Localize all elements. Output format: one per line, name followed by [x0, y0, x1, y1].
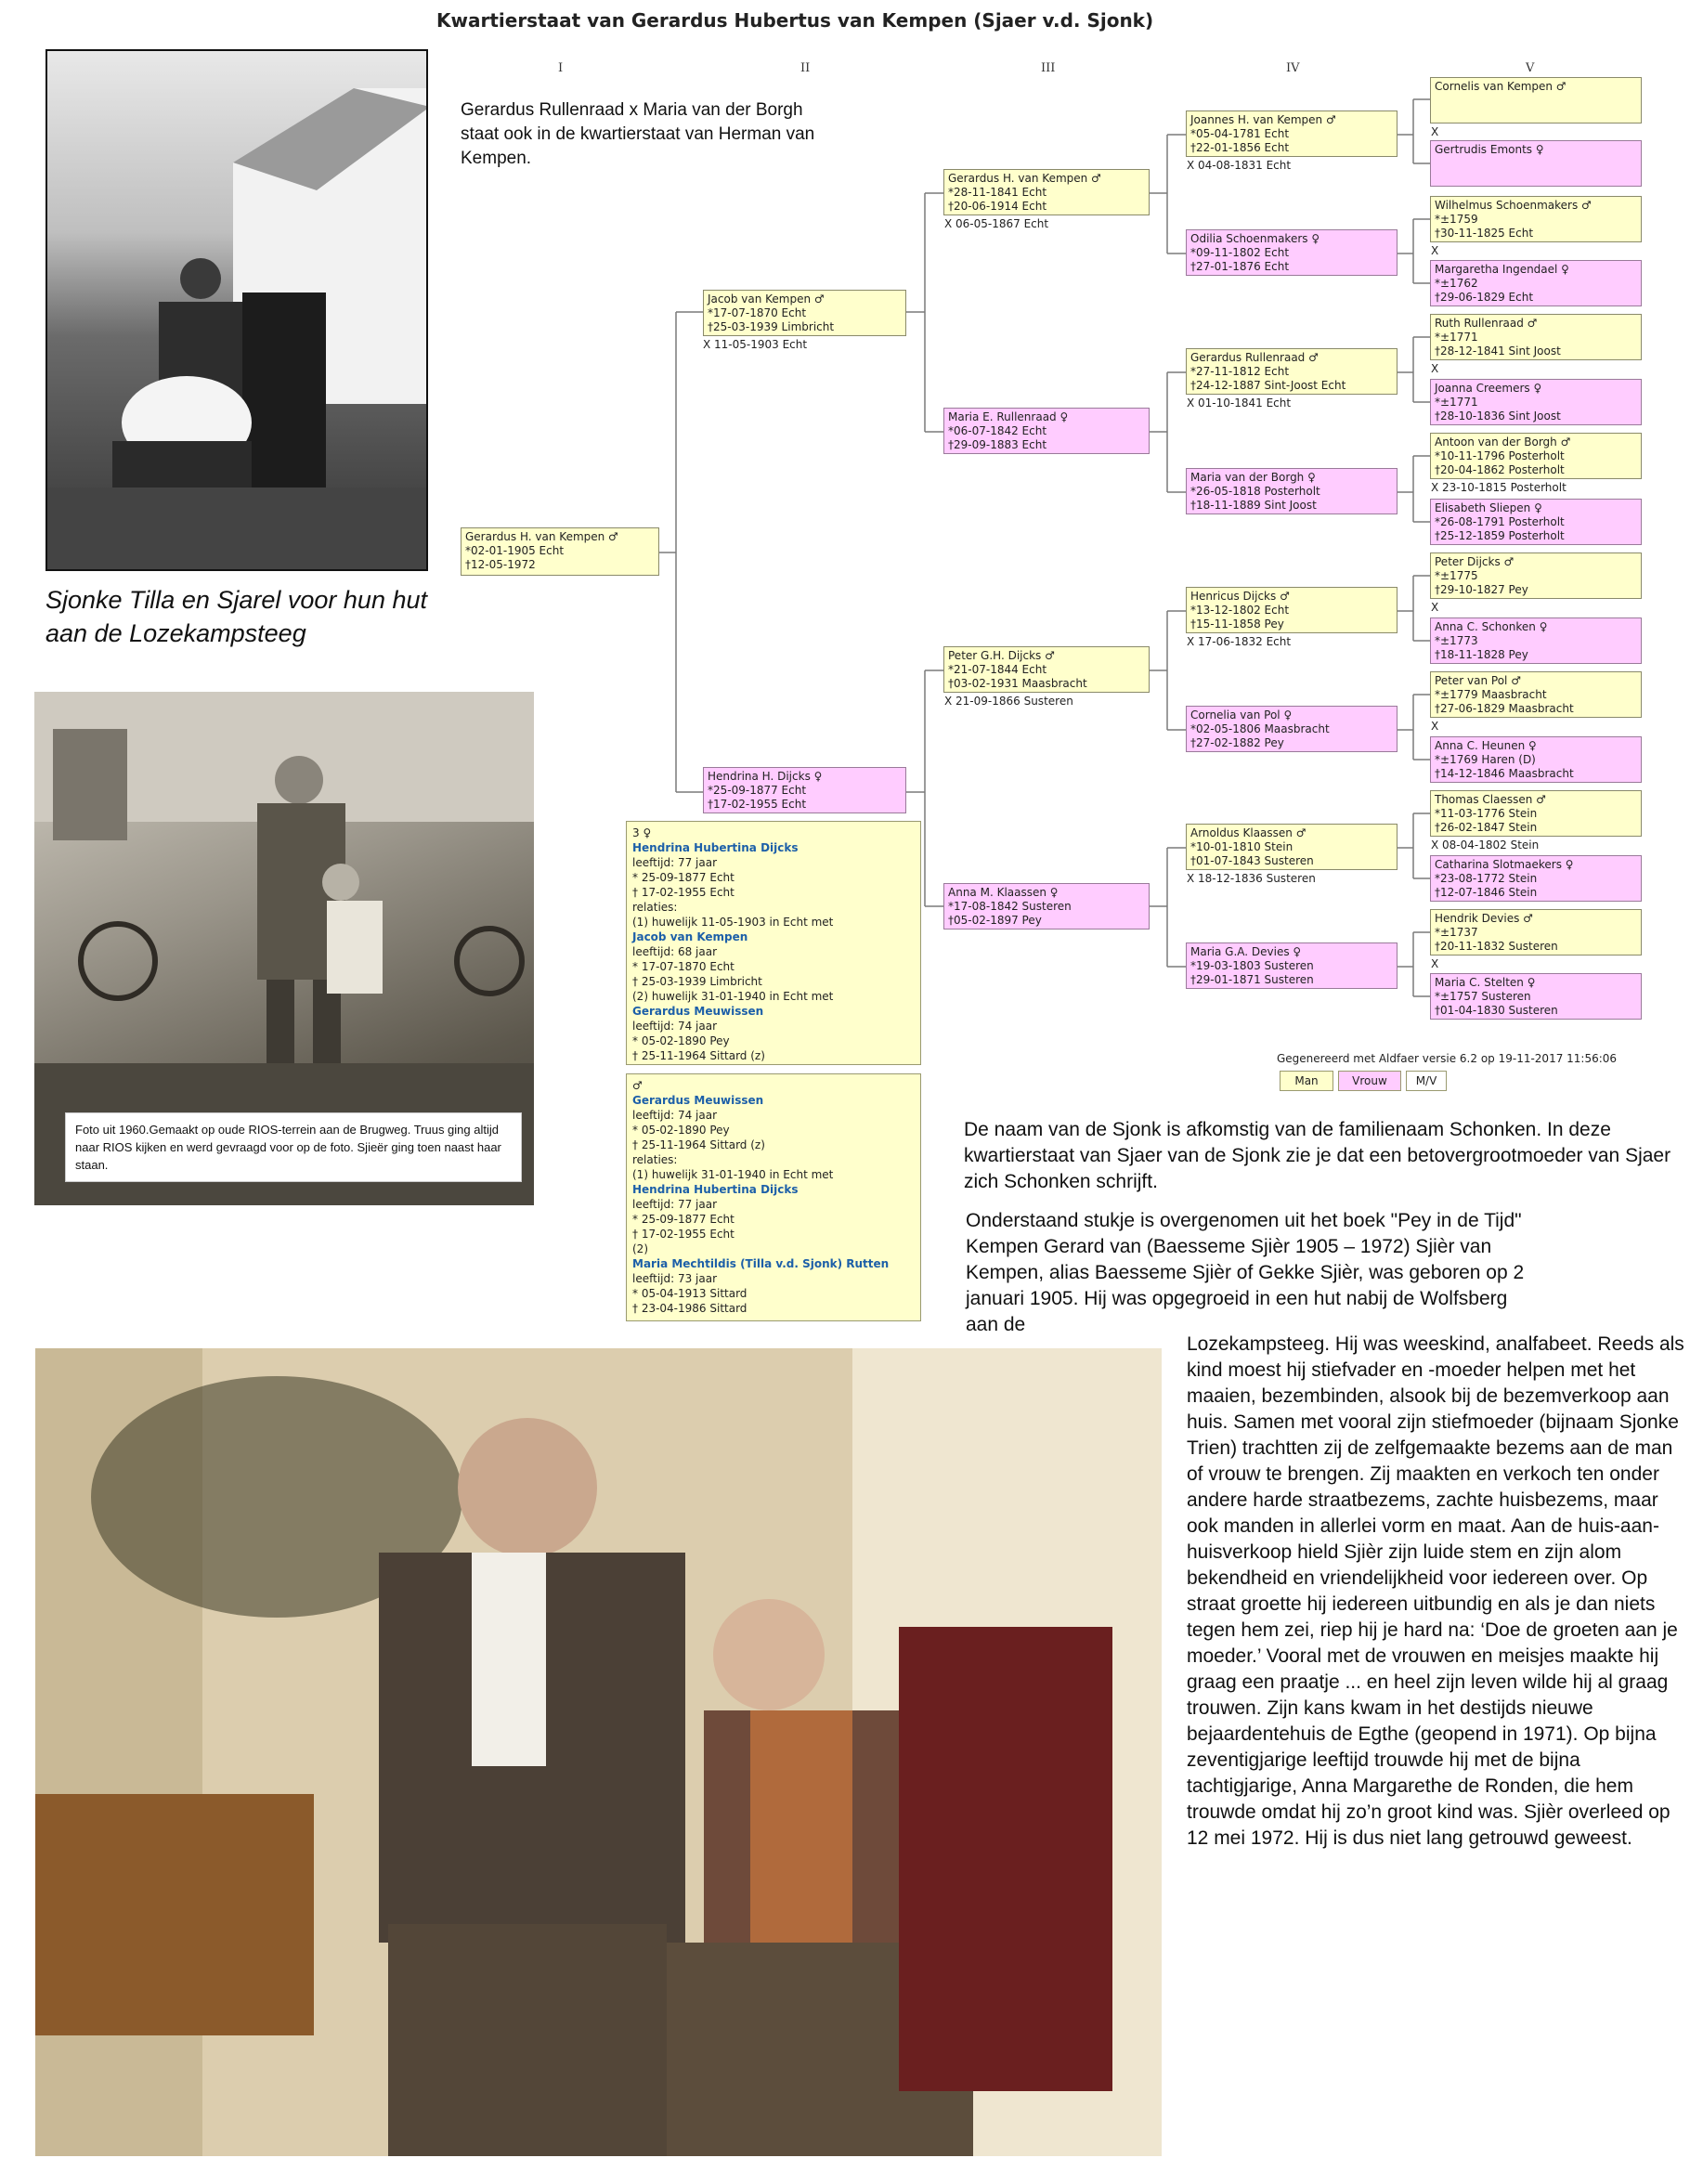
person-name: Jacob van Kempen ♂ [708, 292, 825, 306]
person-name: Thomas Claessen ♂ [1435, 793, 1546, 806]
panel-relations-label: relaties: [632, 1153, 678, 1166]
person-name: Cornelia van Pol ♀ [1190, 708, 1293, 722]
person-name: Maria van der Borgh ♀ [1190, 471, 1316, 484]
person-name: Joanna Creemers ♀ [1435, 382, 1542, 395]
person-box-g2-2[interactable] [703, 767, 906, 813]
person-name: Antoon van der Borgh ♂ [1435, 436, 1571, 448]
person-birth: *26-08-1791 Posterholt [1435, 515, 1565, 528]
panel-partner-1-name[interactable]: Jacob van Kempen [632, 930, 748, 943]
person-birth: *±1771 [1435, 331, 1478, 344]
paragraph-sjier-story: Lozekampsteeg. Hij was weeskind, analfabeet. Reeds als kind moest hij stiefvader en -moeder helpen met het maaien, bezembinden, alsook bij de bezemverkoop aan huis. Samen met vooral zijn stiefmoeder (bijnaam Sjonke Trien) trachtten zij de zelfgemaakte bezems aan de man of vrouw te brengen. Zij maakten en verkoch ten onder andere harde straatbezems, zachte huisbezems, maar ook manden in allerlei vorm en maat. Aan de huis-aan-huisverkoop hield Sjièr zijn luide stem en zijn alom bekendheid en vriendelijkheid voor iedereen over. Op straat groette hij iedereen uitbundig en als je dan niets tegen hem zei, riep hij je hard na: ‘Doe de groeten aan je moeder.’ Vooral met de vrouwen en meisjes maakte hij graag een praatje ... en heel zijn leven wilde hij al graag trouwen. Zijn kans kwam in het destijds nieuwe bejaardentehuis de Egthe (geopend in 1971). Op bijna zeventigjarige leeftijd trouwde hij met de bijna tachtigjarige, Anna Margarethe de Ronden, die hem trouwde omdat hij zo’n groot kind was. Sjièr overleed op 12 mei 1972. Hij is dus niet lang getrouwd geweest. [1187, 1333, 1684, 1849]
panel-partner-1-died: † 17-02-1955 Echt [632, 1228, 734, 1241]
person-birth: *10-01-1810 Stein [1190, 840, 1294, 853]
person-name: Anna C. Heunen ♀ [1435, 739, 1537, 752]
person-box-g3-1[interactable] [943, 169, 1150, 215]
person-birth: *25-09-1877 Echt [708, 784, 807, 797]
person-death: †20-11-1832 Susteren [1435, 940, 1558, 953]
person-name: Arnoldus Klaassen ♂ [1190, 826, 1306, 839]
person-death: †29-09-1883 Echt [948, 438, 1047, 451]
marriage-label: X [1431, 720, 1439, 733]
person-death: †12-07-1846 Stein [1435, 886, 1538, 899]
panel-person-name[interactable]: Gerardus Meuwissen [632, 1094, 764, 1107]
panel-partner-2-born: * 05-02-1890 Pey [632, 1034, 730, 1047]
person-birth: *05-04-1781 Echt [1190, 127, 1290, 140]
person-birth: *06-07-1842 Echt [948, 424, 1047, 437]
person-name: Maria E. Rullenraad ♀ [948, 410, 1069, 423]
person-box-g5-10[interactable] [1430, 618, 1642, 664]
person-name: Gerardus Rullenraad ♂ [1190, 351, 1319, 364]
panel-person-name[interactable]: Hendrina Hubertina Dijcks [632, 841, 799, 854]
person-box-g4-7[interactable] [1186, 824, 1398, 870]
legend-vrouw: Vrouw [1338, 1071, 1401, 1091]
person-death: †01-04-1830 Susteren [1435, 1004, 1558, 1017]
marriage-label: X [1431, 957, 1439, 970]
person-name: Gertrudis Emonts ♀ [1435, 143, 1544, 156]
paragraph-pey-in-de-tijd: Onderstaand stukje is overgenomen uit het boek "Pey in de Tijd" Kempen Gerard van (Baesseme Sjièr 1905 – 1972) Sjièr van Kempen, alias Baesseme Sjièr of Gekke Sjièr, was geboren op 2 januari 1905. Hij was opgegroeid in een hut nabij de Wolfsberg aan de [966, 1210, 1525, 1335]
person-birth: *10-11-1796 Posterholt [1435, 449, 1565, 462]
person-name: Gerardus H. van Kempen ♂ [465, 530, 618, 543]
marriage-label: X 17-06-1832 Echt [1187, 635, 1292, 648]
panel-partner-1-born: * 17-07-1870 Echt [632, 960, 734, 973]
panel-relations-label: relaties: [632, 901, 678, 914]
panel-age: leeftijd: 74 jaar [632, 1109, 718, 1122]
panel-born: * 05-02-1890 Pey [632, 1124, 730, 1137]
person-death: †17-02-1955 Echt [708, 798, 807, 811]
person-name: Elisabeth Sliepen ♀ [1435, 501, 1542, 514]
person-box-g5-7[interactable] [1430, 433, 1642, 479]
person-box-g5-16[interactable] [1430, 973, 1642, 1020]
generation-label-2: II [800, 61, 811, 75]
person-birth: *09-11-1802 Echt [1190, 246, 1290, 259]
person-box-g4-2[interactable] [1186, 229, 1398, 276]
panel-partner-1-age: leeftijd: 77 jaar [632, 1198, 718, 1211]
person-name: Maria G.A. Devies ♀ [1190, 945, 1302, 958]
person-name: Margaretha Ingendael ♀ [1435, 263, 1569, 276]
panel-age: leeftijd: 77 jaar [632, 856, 718, 869]
panel-number: ♂ [632, 1079, 643, 1092]
person-birth: *±1771 [1435, 396, 1478, 409]
person-detail-panel-hendrina[interactable] [626, 821, 921, 1065]
person-death: †14-12-1846 Maasbracht [1435, 767, 1574, 780]
panel-relation-2: (2) huwelijk 31-01-1940 in Echt met [632, 990, 834, 1003]
person-box-g5-5[interactable] [1430, 314, 1642, 360]
person-name: Joannes H. van Kempen ♂ [1190, 113, 1336, 126]
person-box-g5-13[interactable] [1430, 790, 1642, 837]
panel-relation-1: (1) huwelijk 31-01-1940 in Echt met [632, 1168, 834, 1181]
person-name: Odilia Schoenmakers ♀ [1190, 232, 1320, 245]
person-death: †27-02-1882 Pey [1190, 736, 1284, 749]
person-box-g5-12[interactable] [1430, 736, 1642, 783]
person-name: Peter G.H. Dijcks ♂ [948, 649, 1055, 662]
marriage-label: X 01-10-1841 Echt [1187, 396, 1292, 410]
panel-died: † 25-11-1964 Sittard (z) [632, 1138, 765, 1151]
generation-label-3: III [1041, 61, 1056, 75]
person-box-root[interactable] [461, 527, 659, 576]
photo-caption-rios: Foto uit 1960.Gemaakt op oude RIOS-terrein aan de Brugweg. Truus ging altijd naar RIOS kijken en werd gevraagd voor op de foto. Sjieër ging toen naast haar staan. [65, 1112, 522, 1182]
person-birth: *11-03-1776 Stein [1435, 807, 1538, 820]
person-name: Henricus Dijcks ♂ [1190, 590, 1290, 603]
generation-label-1: I [558, 61, 564, 75]
person-detail-panel-gerardus[interactable] [626, 1073, 921, 1321]
marriage-label: X [1431, 601, 1439, 614]
person-death: †01-07-1843 Susteren [1190, 854, 1314, 867]
person-birth: *28-11-1841 Echt [948, 186, 1047, 199]
panel-relation-2: (2) [632, 1242, 648, 1255]
person-name: Anna M. Klaassen ♀ [948, 886, 1059, 899]
marriage-label: X [1431, 125, 1439, 138]
person-birth: *19-03-1803 Susteren [1190, 959, 1314, 972]
person-death: †22-01-1856 Echt [1190, 141, 1290, 154]
marriage-label: X [1431, 244, 1439, 257]
person-birth: *23-08-1772 Stein [1435, 872, 1538, 885]
person-box-g5-15[interactable] [1430, 909, 1642, 956]
kwartierstaat-note: Gerardus Rullenraad x Maria van der Borgh staat ook in de kwartierstaat van Herman van Kempen. [461, 100, 815, 168]
person-death: †29-10-1827 Pey [1435, 583, 1528, 596]
person-box-g4-5[interactable] [1186, 587, 1398, 633]
person-box-g4-4[interactable] [1186, 468, 1398, 514]
panel-partner-1-died: † 25-03-1939 Limbricht [632, 975, 762, 988]
legend-mv: M/V [1406, 1071, 1447, 1091]
person-birth: *02-01-1905 Echt [465, 544, 565, 557]
marriage-label: X 11-05-1903 Echt [703, 338, 808, 351]
person-death: †26-02-1847 Stein [1435, 821, 1538, 834]
person-name: Anna C. Schonken ♀ [1435, 620, 1548, 633]
person-death: †24-12-1887 Sint-Joost Echt [1190, 379, 1346, 392]
person-birth: *±1769 Haren (D) [1435, 753, 1536, 766]
person-death: †25-03-1939 Limbricht [708, 320, 835, 333]
person-death: †18-11-1828 Pey [1435, 648, 1528, 661]
person-birth: *±1779 Maasbracht [1435, 688, 1547, 701]
panel-partner-2-age: leeftijd: 73 jaar [632, 1272, 718, 1285]
person-box-g5-2[interactable] [1430, 140, 1642, 187]
person-box-g5-4[interactable] [1430, 260, 1642, 306]
person-birth: *26-05-1818 Posterholt [1190, 485, 1320, 498]
person-death: †20-06-1914 Echt [948, 200, 1047, 213]
person-box-g3-3[interactable] [943, 646, 1150, 693]
photo-couple [35, 1348, 1162, 2156]
page-title: Kwartierstaat van Gerardus Hubertus van Kempen (Sjaer v.d. Sjonk) [436, 9, 1154, 32]
marriage-label: X 21-09-1866 Susteren [944, 695, 1073, 708]
person-death: †27-06-1829 Maasbracht [1435, 702, 1574, 715]
photo-hut-lozekampsteeg [46, 49, 428, 571]
person-box-g5-9[interactable] [1430, 552, 1642, 599]
panel-partner-2-name[interactable]: Maria Mechtildis (Tilla v.d. Sjonk) Rutten [632, 1257, 890, 1270]
person-box-g5-1[interactable] [1430, 77, 1642, 124]
person-birth: *±1762 [1435, 277, 1478, 290]
person-death: †15-11-1858 Pey [1190, 618, 1284, 630]
person-birth: *27-11-1812 Echt [1190, 365, 1290, 378]
person-birth: *17-08-1842 Susteren [948, 900, 1072, 913]
person-box-g5-3[interactable] [1430, 196, 1642, 242]
person-death: †18-11-1889 Sint Joost [1190, 499, 1317, 512]
person-death: †30-11-1825 Echt [1435, 227, 1534, 240]
person-name: Peter Dijcks ♂ [1435, 555, 1514, 568]
marriage-label: X 08-04-1802 Stein [1431, 838, 1540, 852]
marriage-label: X 23-10-1815 Posterholt [1431, 481, 1566, 494]
person-box-g3-4[interactable] [943, 883, 1150, 930]
person-name: Cornelis van Kempen ♂ [1435, 80, 1566, 93]
photo-caption-hut: Sjonke Tilla en Sjarel voor hun hut aan de Lozekampsteeg [46, 586, 427, 647]
legend-man: Man [1280, 1071, 1333, 1091]
person-birth: *±1759 [1435, 213, 1478, 226]
panel-partner-1-name[interactable]: Hendrina Hubertina Dijcks [632, 1183, 799, 1196]
photo-hut-illustration [47, 51, 428, 571]
person-name: Hendrik Devies ♂ [1435, 912, 1533, 925]
panel-relation-1: (1) huwelijk 11-05-1903 in Echt met [632, 916, 834, 929]
person-death: †03-02-1931 Maasbracht [948, 677, 1087, 690]
person-name: Ruth Rullenraad ♂ [1435, 317, 1538, 330]
panel-born: * 25-09-1877 Echt [632, 871, 734, 884]
panel-partner-2-age: leeftijd: 74 jaar [632, 1020, 718, 1033]
person-name: Wilhelmus Schoenmakers ♂ [1435, 199, 1592, 212]
person-box-g5-11[interactable] [1430, 671, 1642, 718]
panel-partner-2-died: † 23-04-1986 Sittard [632, 1302, 748, 1315]
person-death: †25-12-1859 Posterholt [1435, 529, 1565, 542]
marriage-label: X [1431, 362, 1439, 375]
person-name: Catharina Slotmaekers ♀ [1435, 858, 1574, 871]
panel-partner-2-born: * 05-04-1913 Sittard [632, 1287, 748, 1300]
panel-died: † 17-02-1955 Echt [632, 886, 734, 899]
person-box-g4-8[interactable] [1186, 942, 1398, 989]
person-death: †28-12-1841 Sint Joost [1435, 344, 1561, 358]
person-birth: *13-12-1802 Echt [1190, 604, 1290, 617]
generated-note: Gegenereerd met Aldfaer versie 6.2 op 19-11-2017 11:56:06 [1277, 1052, 1618, 1065]
marriage-label: X 04-08-1831 Echt [1187, 159, 1292, 172]
panel-partner-2-name[interactable]: Gerardus Meuwissen [632, 1005, 764, 1018]
panel-partner-2-died: † 25-11-1964 Sittard (z) [632, 1049, 765, 1062]
person-name: Maria C. Stelten ♀ [1435, 976, 1536, 989]
person-name: Gerardus H. van Kempen ♂ [948, 172, 1101, 185]
marriage-label: X 06-05-1867 Echt [944, 217, 1049, 230]
person-box-g4-3[interactable] [1186, 348, 1398, 395]
panel-number: 3 ♀ [632, 826, 652, 839]
person-death: †29-01-1871 Susteren [1190, 973, 1314, 986]
person-birth: *17-07-1870 Echt [708, 306, 807, 319]
person-birth: *02-05-1806 Maasbracht [1190, 722, 1330, 735]
person-name: Hendrina H. Dijcks ♀ [708, 770, 823, 783]
person-birth: *±1737 [1435, 926, 1478, 939]
person-birth: *21-07-1844 Echt [948, 663, 1047, 676]
paragraph-sjonk-name: De naam van de Sjonk is afkomstig van de familienaam Schonken. In deze kwartierstaat van Sjaer van de Sjonk zie je dat een betovergrootmoeder van Sjaer zich Schonken schrijft. [964, 1119, 1671, 1192]
person-death: †12-05-1972 [465, 558, 536, 571]
panel-partner-1-born: * 25-09-1877 Echt [632, 1213, 734, 1226]
person-birth: *±1775 [1435, 569, 1478, 582]
generation-label-5: V [1526, 61, 1535, 75]
person-death: †28-10-1836 Sint Joost [1435, 410, 1561, 422]
person-box-g2-1[interactable] [703, 290, 906, 336]
person-box-g4-1[interactable] [1186, 110, 1398, 157]
person-box-g5-6[interactable] [1430, 379, 1642, 425]
marriage-label: X 18-12-1836 Susteren [1187, 872, 1316, 885]
person-box-g5-14[interactable] [1430, 855, 1642, 902]
person-name: Peter van Pol ♂ [1435, 674, 1521, 687]
person-box-g3-2[interactable] [943, 408, 1150, 454]
person-birth: *±1773 [1435, 634, 1478, 647]
person-death: †20-04-1862 Posterholt [1435, 463, 1565, 476]
person-birth: *±1757 Susteren [1435, 990, 1531, 1003]
generation-label-4: IV [1286, 61, 1300, 75]
person-death: †27-01-1876 Echt [1190, 260, 1290, 273]
person-box-g5-8[interactable] [1430, 499, 1642, 545]
photo-couple-illustration [35, 1348, 1162, 2156]
person-box-g4-6[interactable] [1186, 706, 1398, 752]
person-death: †05-02-1897 Pey [948, 914, 1042, 927]
panel-partner-1-age: leeftijd: 68 jaar [632, 945, 718, 958]
person-death: †29-06-1829 Echt [1435, 291, 1534, 304]
